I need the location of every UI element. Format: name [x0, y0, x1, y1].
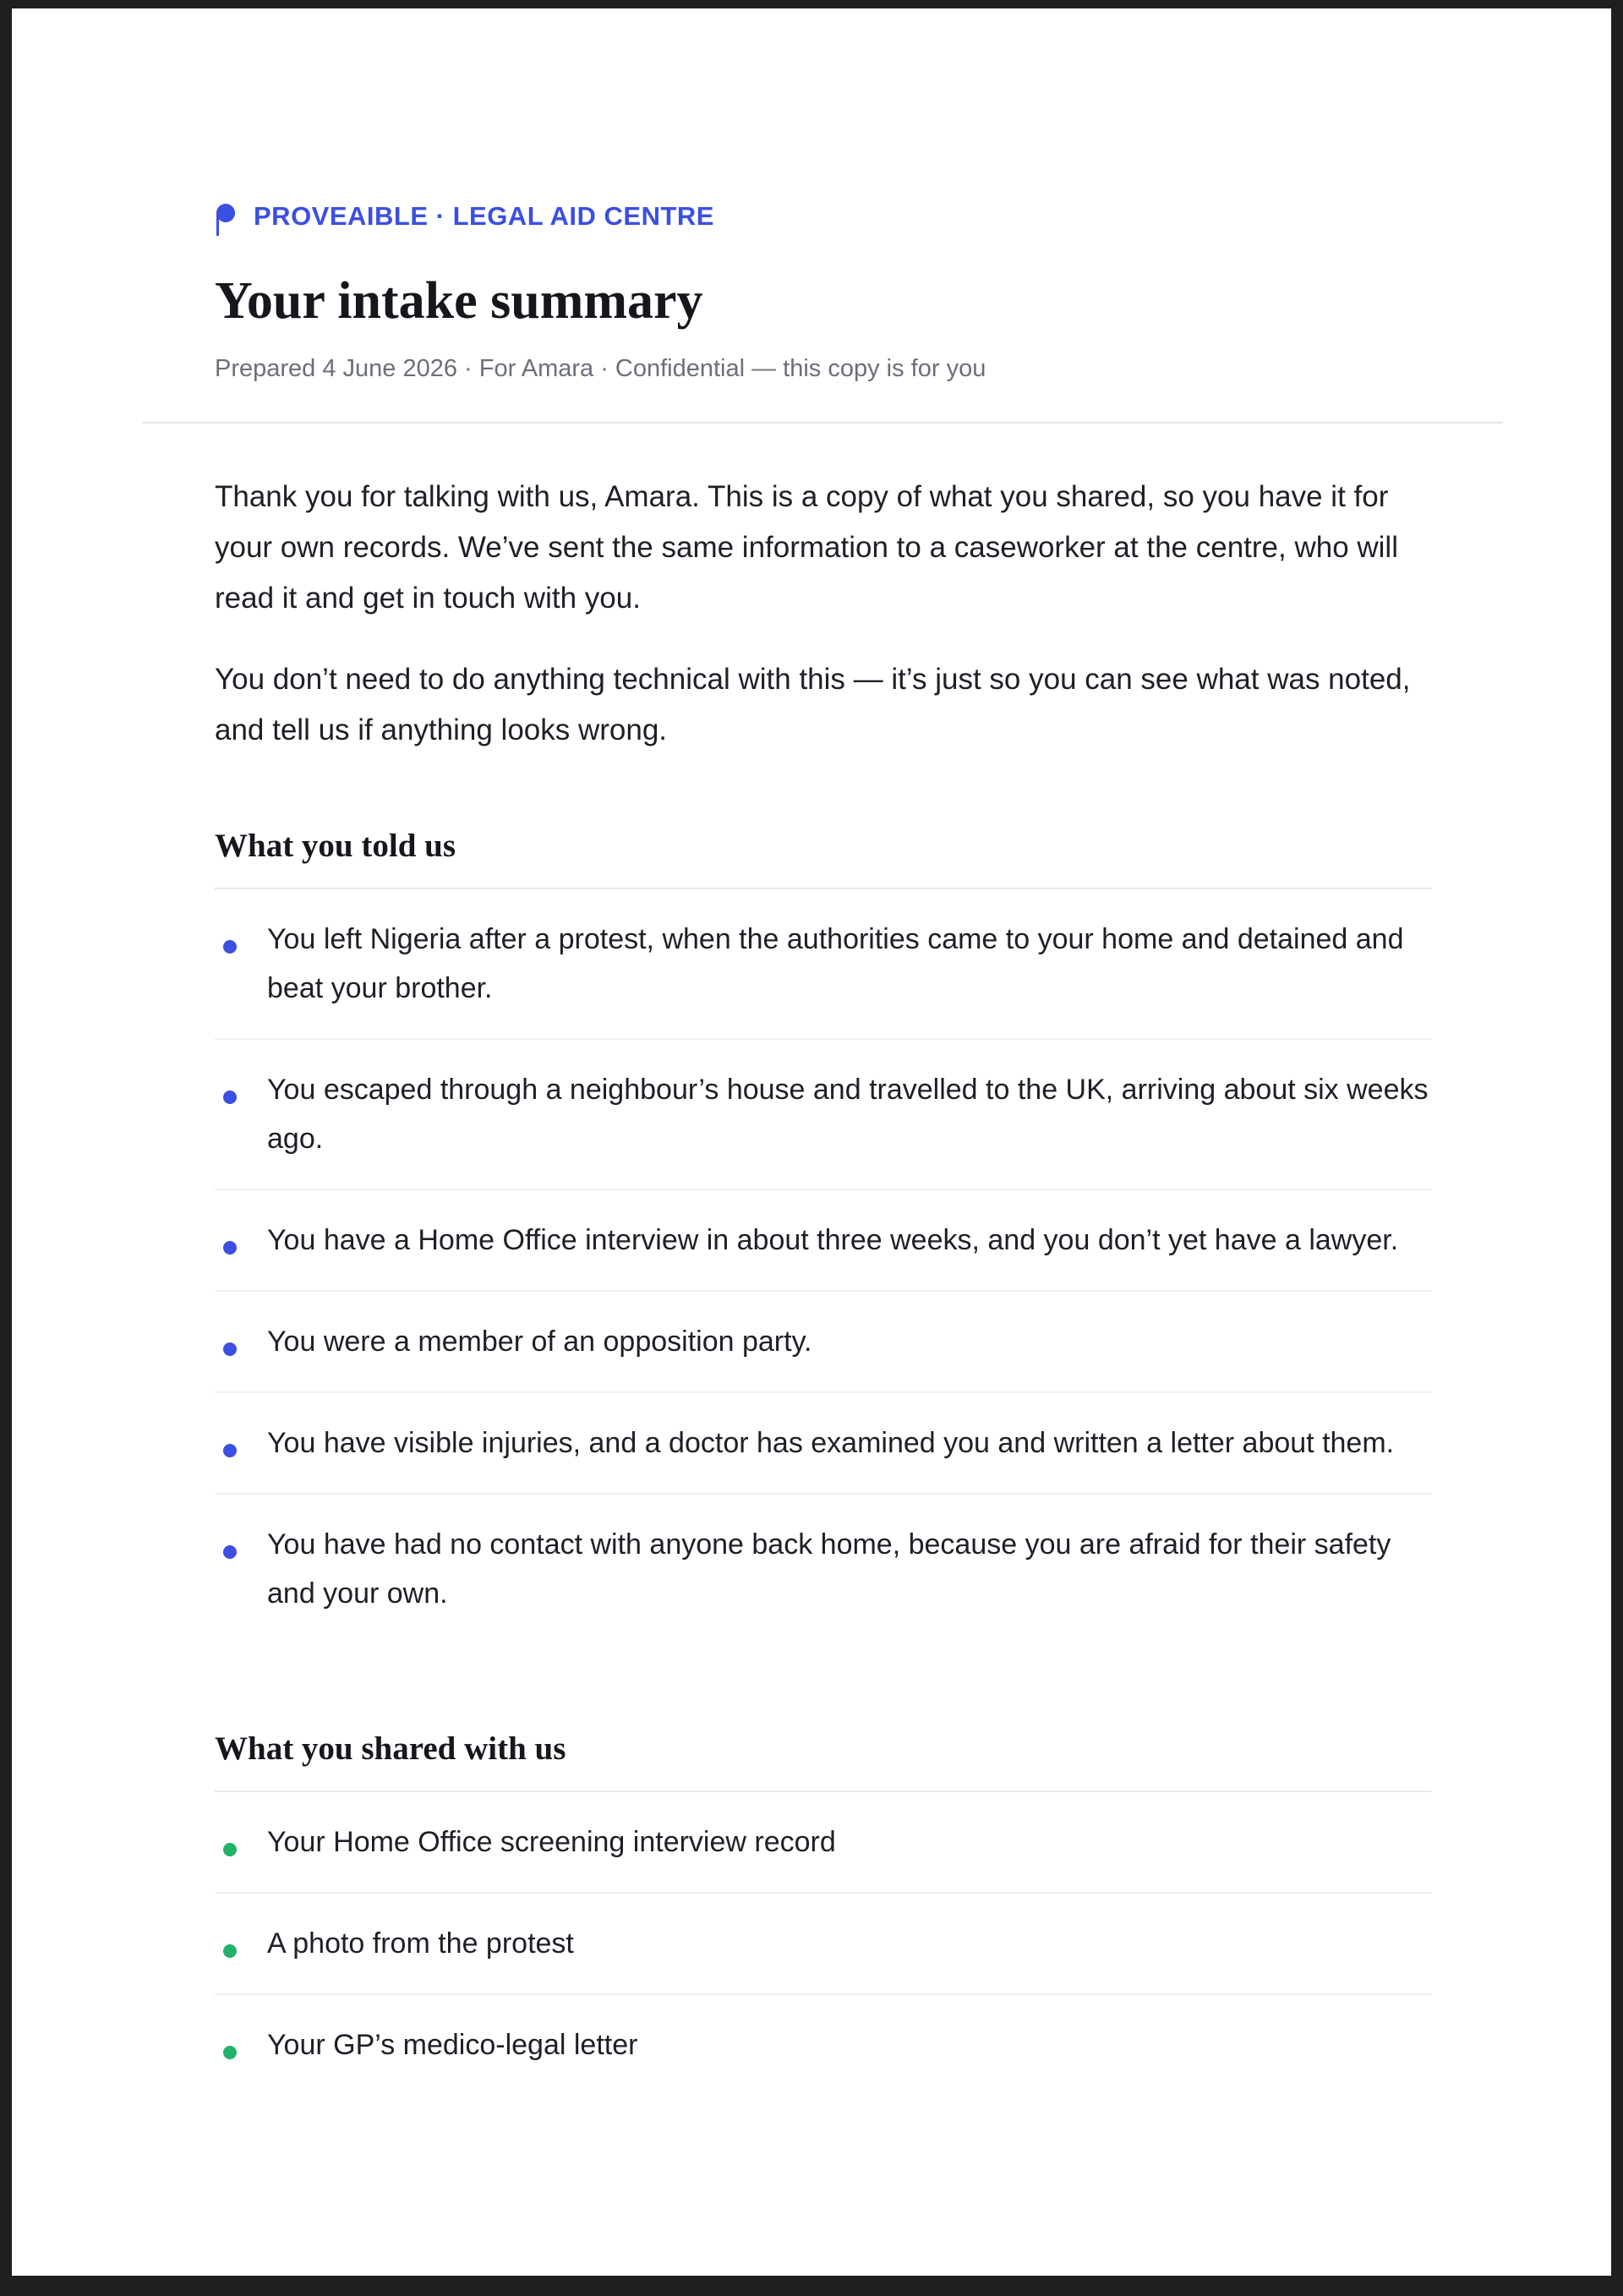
list-item	[215, 1894, 1432, 1995]
list-item-text: You escaped through a neighbour’s house and travelled to the UK, arriving about six weeks ago.	[267, 1074, 1429, 1155]
intro-paragraph: You don’t need to do anything technical with this — it’s just so you can see what was noted, and tell us if anything looks wrong.	[215, 663, 1411, 746]
pin-icon	[215, 197, 237, 236]
bullet-dot-icon	[223, 1091, 237, 1104]
list-item-text: You left Nigeria after a protest, when the authorities came to your home and detained and beat your brother.	[267, 923, 1404, 1004]
list-item	[215, 1292, 1432, 1393]
list-item-text: Your GP’s medico-legal letter	[267, 2029, 638, 2061]
bullet-dot-icon	[223, 1342, 237, 1356]
told-section	[215, 823, 1432, 1643]
bullet-dot-icon	[223, 1241, 237, 1255]
bullet-dot-icon	[223, 1944, 237, 1958]
list-item	[215, 1995, 1432, 2095]
list-item	[215, 889, 1432, 1040]
list-item	[215, 1393, 1432, 1495]
list-item-text: Your Home Office screening interview record	[267, 1826, 836, 1858]
list-item	[215, 1040, 1432, 1190]
bullet-dot-icon	[223, 1843, 237, 1856]
intro-paragraph: Thank you for talking with us, Amara. This is a copy of what you shared, so you have it for your own records. We’ve sent the same information to a caseworker at the centre, who will read it and get in touch with you.	[215, 480, 1398, 615]
list-item-text: You were a member of an opposition party.	[267, 1326, 812, 1358]
intro	[215, 472, 1432, 756]
list-item	[215, 1495, 1432, 1643]
document-body	[215, 472, 1432, 2095]
shared-heading: What you shared with us	[215, 1726, 1432, 1792]
page-title: Your intake summary	[215, 272, 703, 330]
bullet-dot-icon	[223, 1545, 237, 1559]
told-list	[215, 889, 1432, 1643]
bullet-dot-icon	[223, 1444, 237, 1457]
bullet-dot-icon	[223, 2046, 237, 2059]
shared-list	[215, 1792, 1432, 2095]
list-item-text: You have visible injuries, and a doctor has examined you and written a letter about them.	[267, 1427, 1395, 1459]
list-item	[215, 1792, 1432, 1894]
list-item	[215, 1190, 1432, 1292]
list-item-text: You have a Home Office interview in about three weeks, and you don’t yet have a lawyer.	[267, 1224, 1399, 1256]
shared-section	[215, 1726, 1432, 2095]
brand-name: PROVEAIBLE · LEGAL AID CENTRE	[254, 201, 714, 231]
list-item-text: A photo from the protest	[267, 1927, 574, 1960]
bullet-dot-icon	[223, 940, 237, 954]
list-item-text: You have had no contact with anyone back home, because you are afraid for their safety and your own.	[267, 1528, 1391, 1610]
brand	[215, 195, 714, 238]
document-meta: Prepared 4 June 2026 · For Amara · Confidential — this copy is for you	[215, 355, 986, 382]
document-header	[142, 8, 1503, 424]
document-page	[12, 8, 1611, 2276]
told-heading: What you told us	[215, 823, 1432, 889]
